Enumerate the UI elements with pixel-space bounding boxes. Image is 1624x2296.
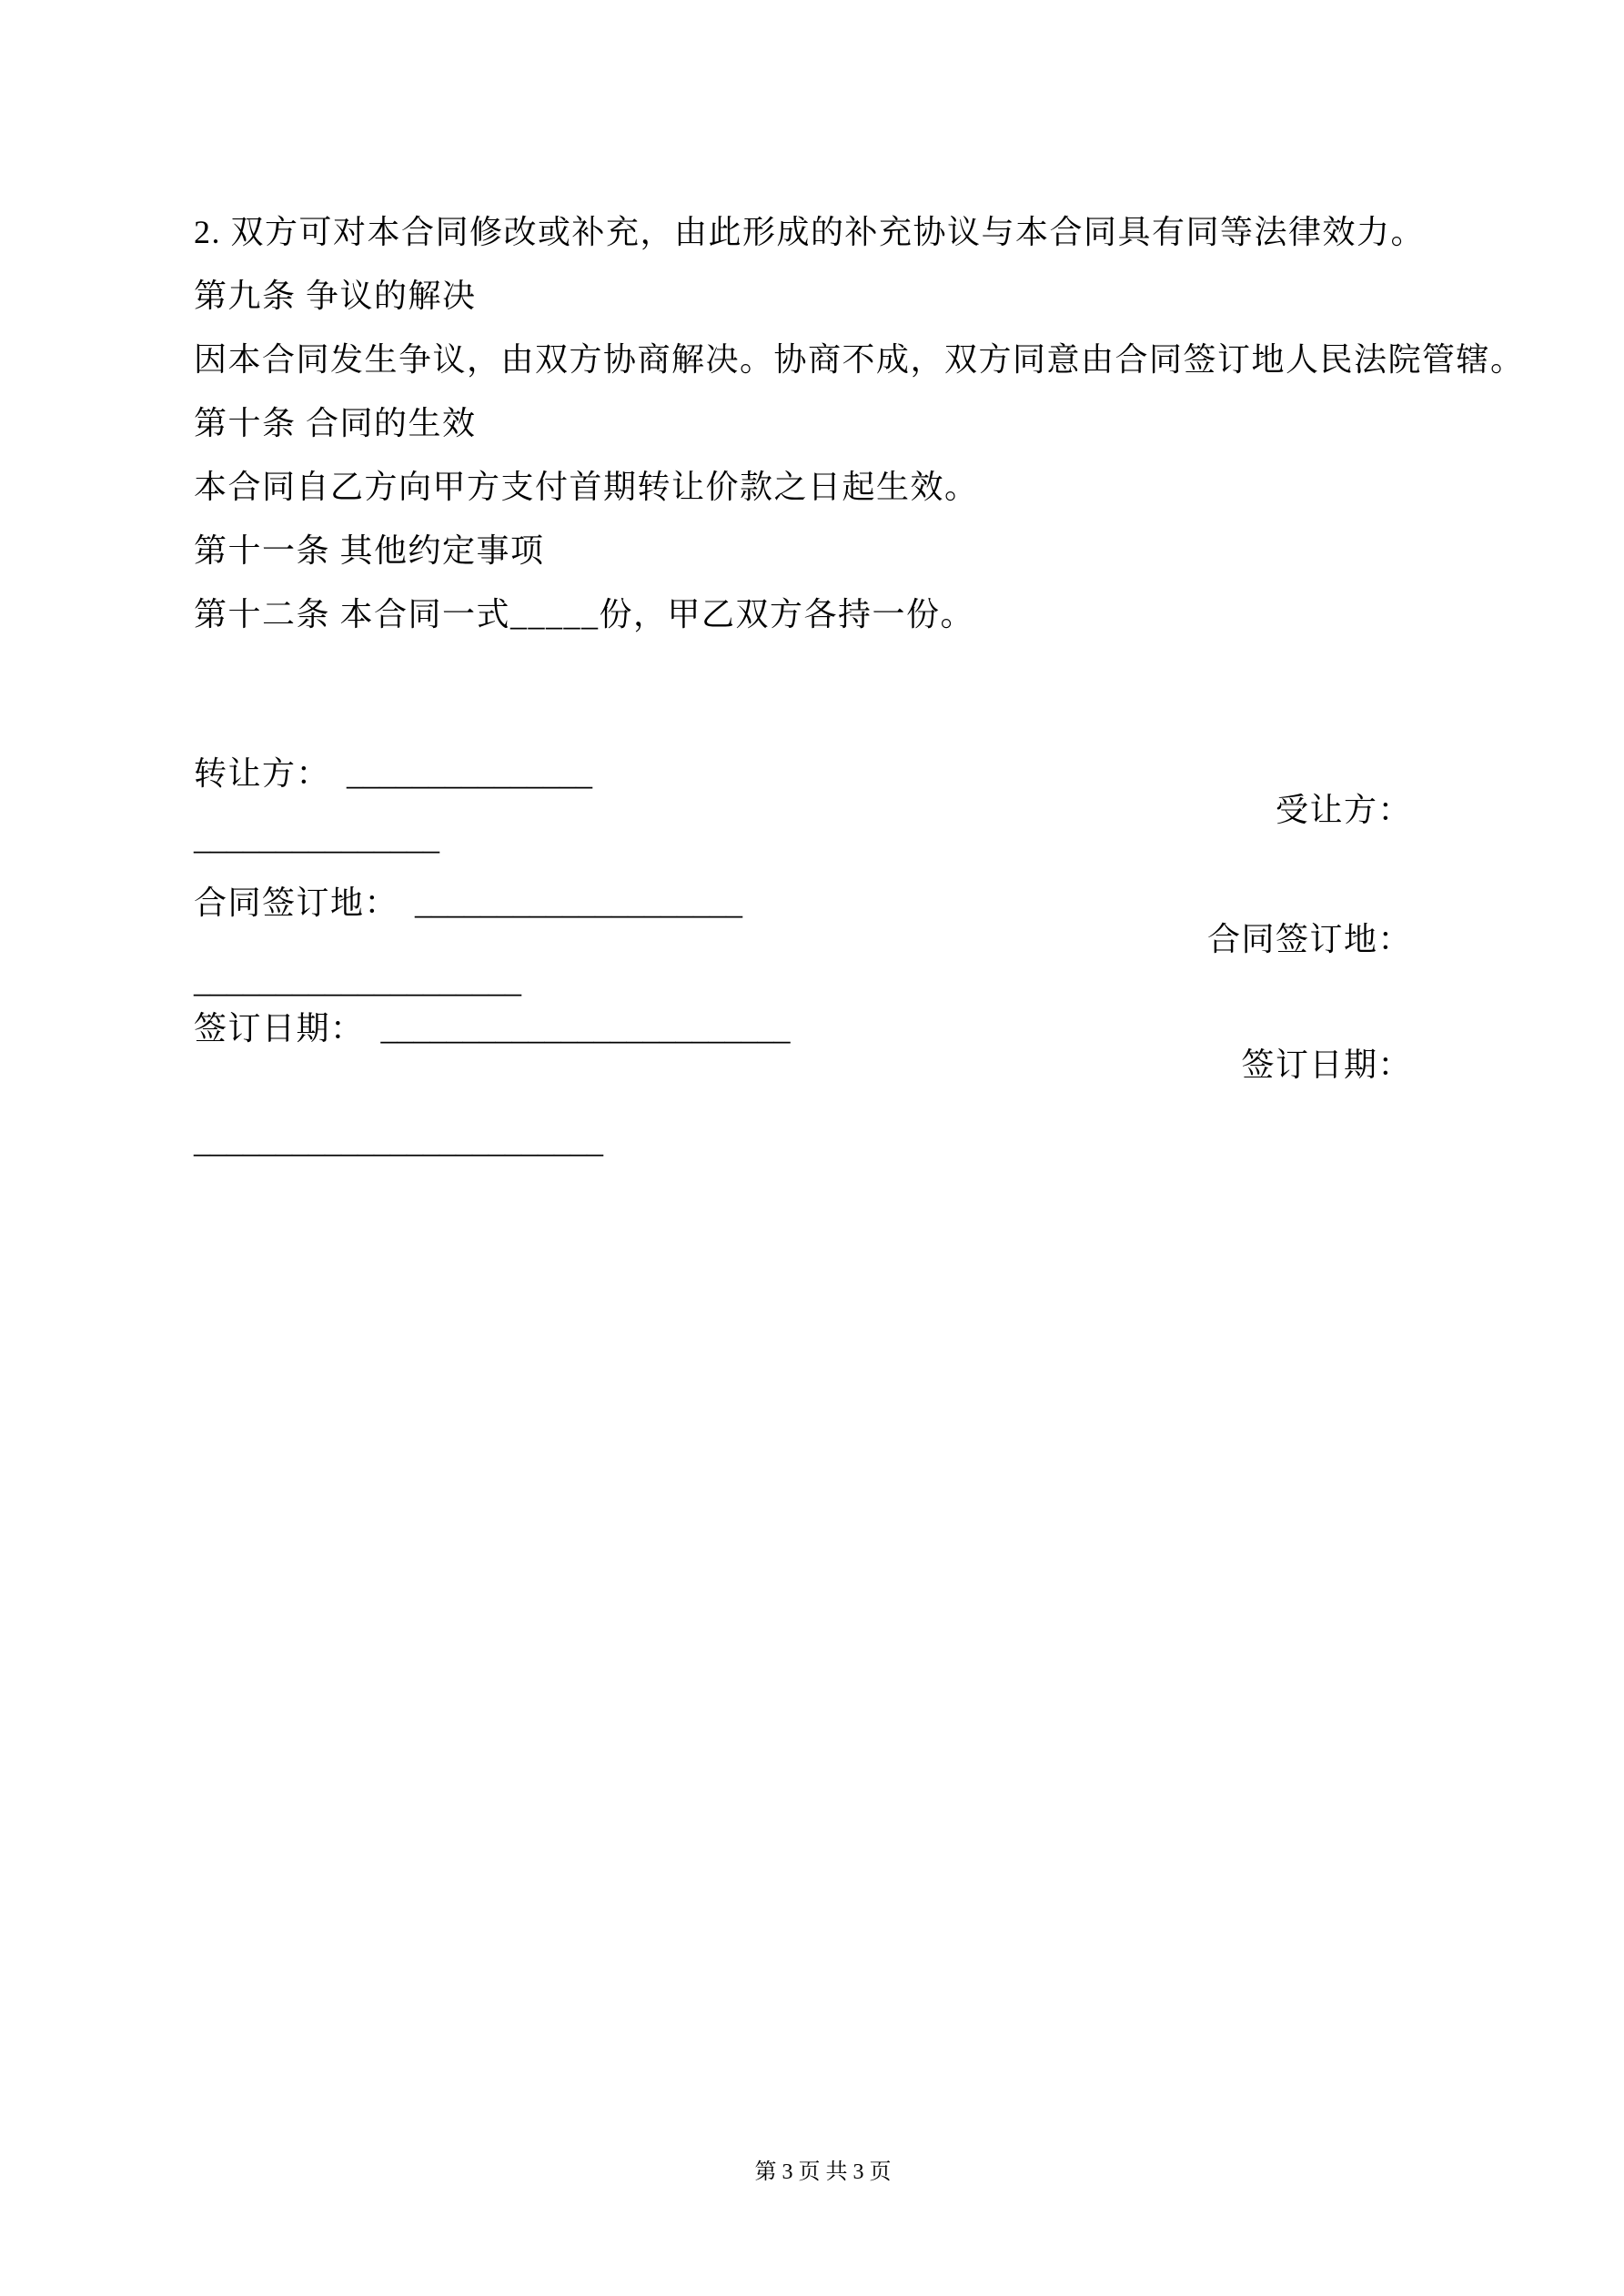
signature-row-signing-date-continuation [0,1087,1624,1196]
clause-amendment-item-2: 2. 双方可对本合同修改或补充，由此形成的补充协议与本合同具有同等法律效力。 [194,214,1426,250]
signing-date-left-row [194,1010,791,1047]
signing-date-right-label: 签订日期： [1241,1047,1412,1083]
clause-11-heading: 第十一条 其他约定事项 [194,532,545,569]
clause-9-text: 因本合同发生争议，由双方协商解决。协商不成，双方同意由合同签订地人民法院管辖。 [194,341,1525,378]
transferor-signature-blank: _______________ [347,755,593,792]
clause-9-heading: 第九条 争议的解决 [194,278,477,314]
transferor-label: 转让方： [194,755,331,792]
contract-body [194,200,1525,646]
page-footer [0,2131,1624,2213]
signing-place-blank: ____________________ [415,885,743,921]
clause-12-text: 第十二条 本合同一式_____份，甲乙双方各持一份。 [194,596,975,632]
transferee-label: 受让方： [1275,792,1412,828]
signing-date-blank: _________________________ [380,1010,791,1047]
signing-date-blank-continuation: _________________________ [194,1123,603,1159]
signing-place-left-row [194,885,742,921]
signing-place-blank-continuation: ____________________ [194,963,521,999]
page-number-indicator: 第 3 页 共 3 页 [754,2160,892,2184]
clause-10-heading: 第十条 合同的生效 [194,405,477,441]
clause-10-text: 本合同自乙方向甲方支付首期转让价款之日起生效。 [194,469,979,505]
signing-place-left-label: 合同签订地： [194,885,399,921]
signing-date-left-label: 签订日期： [194,1010,365,1047]
transferor-signature-blank-continuation: _______________ [194,820,439,856]
signing-place-right-label: 合同签订地： [1206,921,1412,957]
